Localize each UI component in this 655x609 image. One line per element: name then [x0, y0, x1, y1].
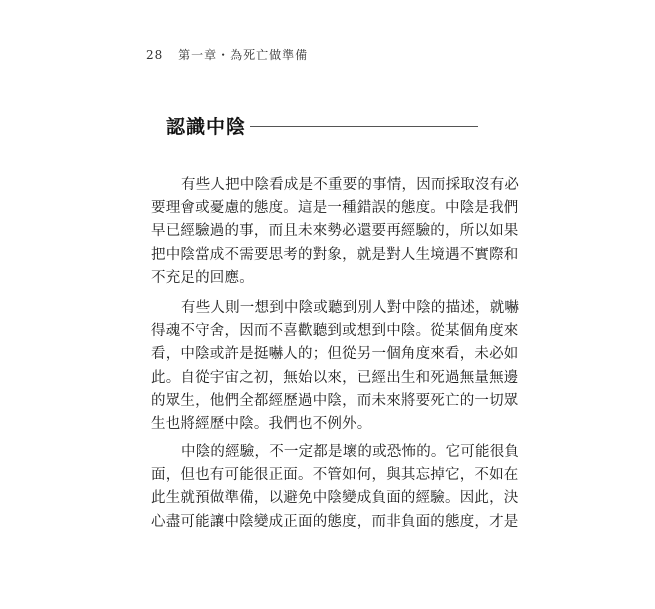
- text-line: 此。自從宇宙之初，無始以來，已經出生和死過無量無邊: [151, 369, 519, 386]
- text-line: 看，中陰或許是挺嚇人的；但從另一個角度來看，未必如: [151, 346, 519, 363]
- text-line: 要理會或憂慮的態度。這是一種錯誤的態度。中陰是我們: [151, 200, 519, 217]
- text-line: 中陰的經驗，不一定都是壞的或恐怖的。它可能很負: [181, 444, 520, 460]
- text-line: 此生就預做準備，以避免中陰變成負面的經驗。因此，決: [151, 490, 519, 507]
- text-line: 面，但也有可能很正面。不管如何，與其忘掉它，不如在: [151, 467, 519, 484]
- text-line: 生也將經歷中陰。我們也不例外。: [151, 416, 372, 433]
- text-line: 有些人把中陰看成是不重要的事情，因而採取沒有必: [181, 177, 520, 193]
- text-line: 有些人則一想到中陰或聽到別人對中陰的描述，就嚇: [181, 300, 520, 316]
- section-heading: [166, 110, 478, 140]
- text-line: 得魂不守舍，因而不喜歡聽到或想到中陰。從某個角度來: [151, 323, 519, 340]
- paragraph-1: [151, 174, 520, 290]
- page-number: 28: [146, 48, 164, 62]
- chapter-title: 第一章・為死亡做準備: [178, 48, 309, 62]
- text-line: 不充足的回應。: [151, 269, 254, 286]
- paragraph-2: [151, 297, 520, 436]
- text-line: 心盡可能讓中陰變成正面的態度，而非負面的態度，才是: [151, 513, 519, 530]
- heading-rule: [250, 126, 478, 127]
- text-line: 早已經驗過的事，而且未來勢必還要再經驗的，所以如果: [151, 223, 519, 240]
- text-line: 把中陰當成不需要思考的對象，就是對人生境遇不實際和: [151, 246, 519, 263]
- section-title: 認識中陰: [166, 115, 247, 138]
- text-line: 的眾生，他們全都經歷過中陰，而未來將要死亡的一切眾: [151, 392, 519, 409]
- running-head: [146, 46, 308, 63]
- paragraph-3: [151, 441, 520, 534]
